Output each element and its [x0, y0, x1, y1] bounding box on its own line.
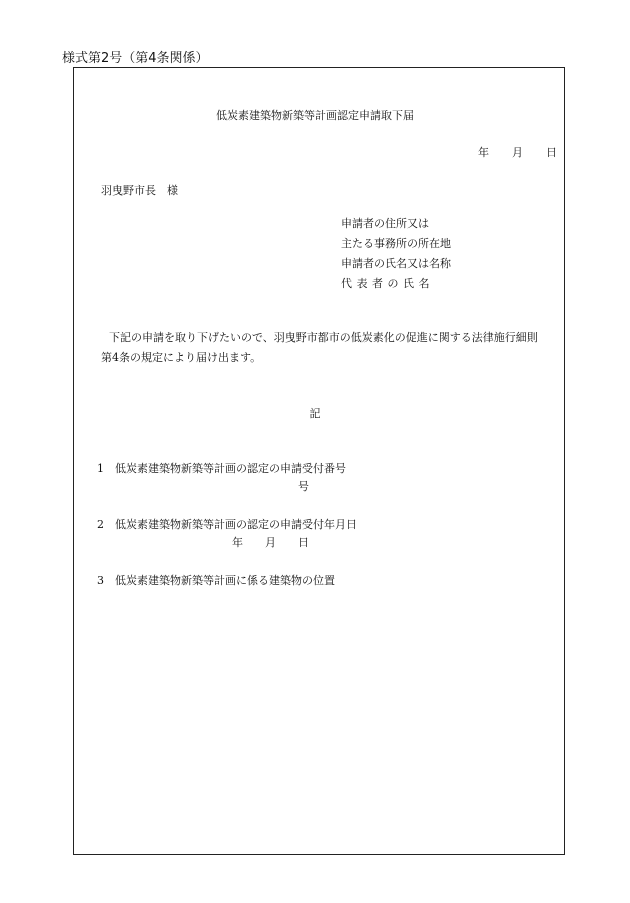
document-title: 低炭素建築物新築等計画認定申請取下届 — [216, 109, 414, 122]
date-year-label: 年 — [478, 146, 489, 159]
body-paragraph — [98, 328, 538, 368]
item-1-number-suffix: 号 — [298, 480, 309, 493]
body-line: 下記の申請を取り下げたいので、羽曳野市都市の低炭素化の促進に関する法律施行細則 — [98, 331, 538, 344]
date-month-label: 月 — [512, 146, 523, 159]
representative-name-label: 代 表 者 の 氏 名 — [341, 277, 430, 290]
applicant-address-label: 申請者の住所又は — [341, 217, 429, 230]
item-2-label: 2 低炭素建築物新築等計画の認定の申請受付年月日 — [97, 518, 357, 531]
ki-heading: 記 — [309, 407, 321, 420]
body-line: 第4条の規定により届け出ます。 — [101, 351, 262, 364]
applicant-name-label: 申請者の氏名又は名称 — [341, 257, 451, 270]
item-3-label: 3 低炭素建築物新築等計画に係る建築物の位置 — [97, 574, 335, 587]
item-2-month-label: 月 — [265, 536, 276, 549]
date-day-label: 日 — [546, 146, 557, 159]
item-2-day-label: 日 — [298, 536, 309, 549]
addressee: 羽曳野市長 様 — [101, 184, 178, 197]
applicant-office-label: 主たる事務所の所在地 — [341, 237, 451, 250]
item-1-label: 1 低炭素建築物新築等計画の認定の申請受付番号 — [97, 462, 346, 475]
form-number: 様式第2号（第4条関係） — [62, 51, 209, 66]
item-2-year-label: 年 — [232, 536, 243, 549]
